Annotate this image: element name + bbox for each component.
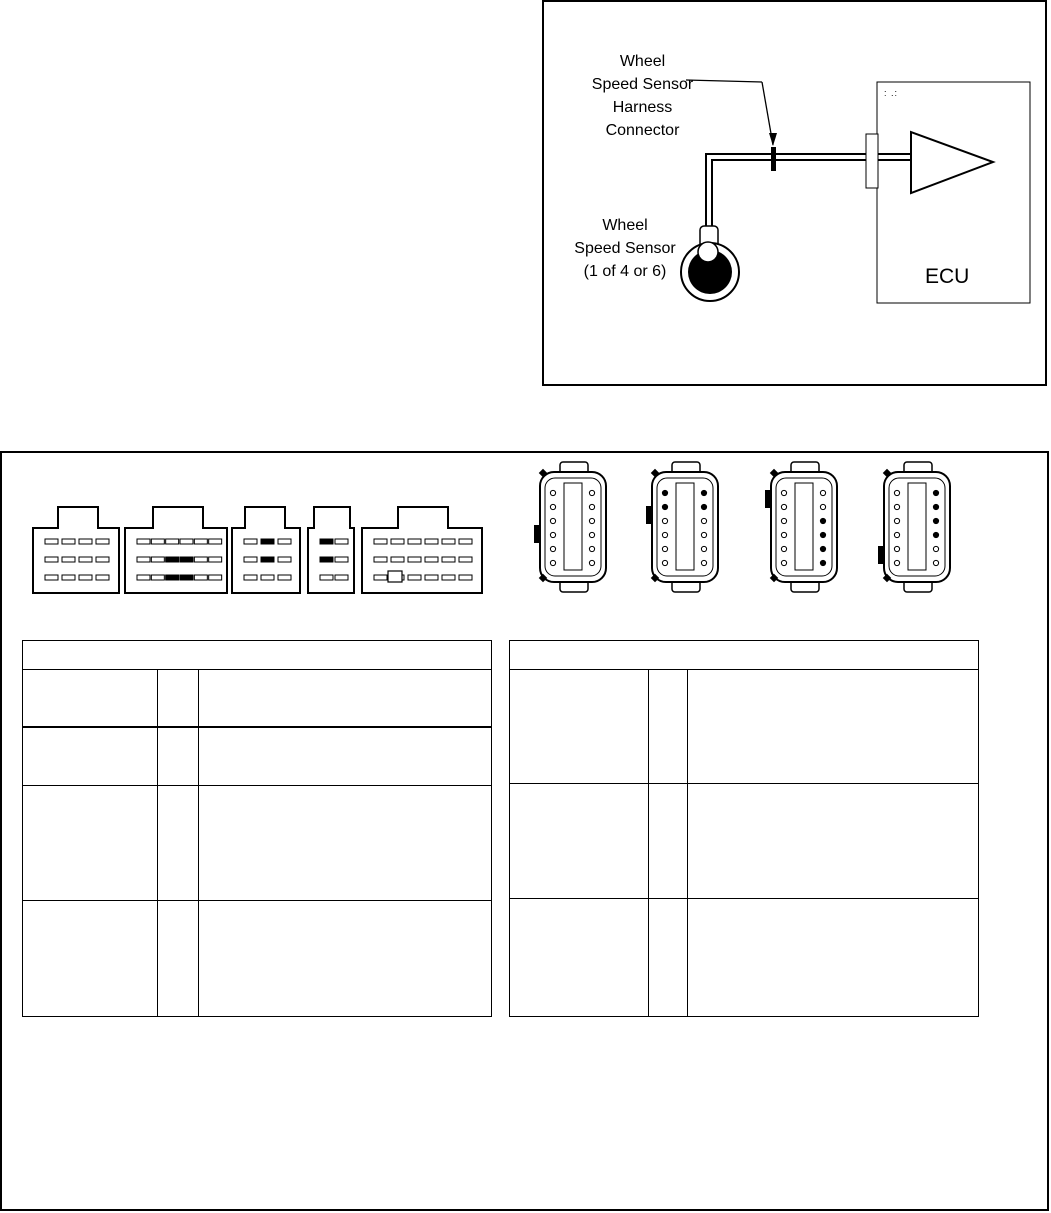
connector-pin [335, 575, 348, 580]
connector-pin [391, 557, 404, 562]
connector-pin [933, 504, 938, 509]
connector-pin [550, 518, 555, 523]
connector-pin [425, 557, 438, 562]
connector-pin [820, 560, 825, 565]
connector-pin [662, 490, 667, 495]
connector-pin [662, 546, 667, 551]
table-cell [158, 786, 199, 900]
connector-pin [933, 560, 938, 565]
connector-pin [781, 546, 786, 551]
connector-pin [62, 539, 75, 544]
connector-pin [244, 557, 257, 562]
table-cell [510, 898, 649, 1016]
right-pin-table [509, 640, 979, 1017]
table-cell [688, 670, 979, 784]
connector-pin [180, 557, 193, 562]
connector-pin [79, 575, 92, 580]
harness-connector-label: Wheel Speed Sensor Harness Connector [591, 53, 694, 139]
connector-pin [45, 575, 58, 580]
connector-pin [701, 560, 706, 565]
connector-pin [96, 557, 109, 562]
connector-pin [589, 518, 594, 523]
connector-pin [425, 539, 438, 544]
table-cell [199, 900, 492, 1016]
table-cell [649, 898, 688, 1016]
connector-pin [320, 539, 333, 544]
connector-pin [781, 518, 786, 523]
connector-pin [701, 532, 706, 537]
connector-pin [442, 539, 455, 544]
frame-connector-2-key [646, 506, 652, 524]
connector-pin [79, 557, 92, 562]
table-title [23, 641, 492, 670]
connector-pin [442, 557, 455, 562]
connector-pin [425, 575, 438, 580]
table-row [23, 900, 492, 1016]
table-cell [510, 670, 649, 784]
connector-pin [151, 575, 164, 580]
connector-pin [820, 504, 825, 509]
table-title [510, 641, 979, 670]
connector-pin [781, 532, 786, 537]
connector-pin [701, 490, 706, 495]
frame-connector-4-center-bar [908, 483, 926, 570]
connector-pin [459, 575, 472, 580]
connector-pin [45, 539, 58, 544]
connector-pin [62, 557, 75, 562]
connector-pin [335, 539, 348, 544]
table-row [510, 670, 979, 784]
table-cell [688, 898, 979, 1016]
table-cell [649, 784, 688, 898]
connector-pin [137, 575, 150, 580]
connector-pin [278, 539, 291, 544]
connector-pin [194, 575, 207, 580]
connector-pin [151, 539, 164, 544]
connector-pin [894, 490, 899, 495]
connector-pin [442, 575, 455, 580]
sensor-label: Wheel Speed Sensor (1 of 4 or 6) [574, 217, 676, 280]
connector-pin [894, 560, 899, 565]
connector-pin [662, 504, 667, 509]
ecu-marker: : .: [884, 88, 899, 98]
table-row [510, 784, 979, 898]
connector-pin [550, 546, 555, 551]
connector-pin [166, 575, 179, 580]
connector-pin [820, 518, 825, 523]
connector-pin [166, 539, 179, 544]
connector-pin [589, 532, 594, 537]
connector-pin [589, 560, 594, 565]
connector-pin [320, 575, 333, 580]
connector-pin [459, 557, 472, 562]
connector-pin [209, 575, 222, 580]
connector-pin [209, 539, 222, 544]
connector-pin [137, 557, 150, 562]
connector-pin [137, 539, 150, 544]
connector-pin [662, 560, 667, 565]
connector-pin [408, 557, 421, 562]
table-cell [199, 786, 492, 900]
connector-pin [374, 557, 387, 562]
connector-pin [589, 504, 594, 509]
table-cell [158, 670, 199, 727]
table-cell [688, 784, 979, 898]
connector-pin [244, 539, 257, 544]
connector-pin [781, 490, 786, 495]
connector-pin [933, 532, 938, 537]
connector-pin [209, 557, 222, 562]
connector-pin [335, 557, 348, 562]
connector-pin [79, 539, 92, 544]
table-row [23, 786, 492, 900]
connector-pin [933, 518, 938, 523]
connector-pin [320, 557, 333, 562]
connector-pin [166, 557, 179, 562]
frame-connector-2-center-bar [676, 483, 694, 570]
table-cell [158, 900, 199, 1016]
connector-pin [278, 557, 291, 562]
connector-pin [261, 557, 274, 562]
frame-connector-1-center-bar [564, 483, 582, 570]
connector-pin [701, 504, 706, 509]
table-cell [23, 786, 158, 900]
connector-pin [96, 575, 109, 580]
table-cell [649, 670, 688, 784]
connector-pin [820, 546, 825, 551]
connector-pin [933, 490, 938, 495]
connector-pin [244, 575, 257, 580]
connector-pin [933, 546, 938, 551]
table-cell [23, 900, 158, 1016]
table-cell [158, 727, 199, 786]
connector-pin [62, 575, 75, 580]
connector-pin [459, 539, 472, 544]
table-cell [23, 670, 158, 727]
connector-pin [550, 490, 555, 495]
connector-pin [151, 557, 164, 562]
connector-pin [662, 532, 667, 537]
connector-pin [550, 532, 555, 537]
connector-pin [391, 539, 404, 544]
connector-pin [820, 532, 825, 537]
table-cell [199, 670, 492, 727]
connector-pin [261, 575, 274, 580]
connector-pin [374, 575, 387, 580]
connector-pin [894, 518, 899, 523]
key-slot [388, 571, 402, 582]
connector-pin [894, 546, 899, 551]
connector-pin [408, 575, 421, 580]
connector-pin [781, 560, 786, 565]
connector-pin [820, 490, 825, 495]
table-cell [199, 727, 492, 786]
connector-pin [894, 532, 899, 537]
connector-pin [662, 518, 667, 523]
connector-pin [374, 539, 387, 544]
connector-pin [194, 557, 207, 562]
connector-pin [261, 539, 274, 544]
ecu-label: ECU [925, 265, 970, 288]
connector-pin [550, 560, 555, 565]
connector-pin [408, 539, 421, 544]
table-row [23, 727, 492, 786]
frame-connector-1-key [534, 525, 540, 543]
connector-pin [894, 504, 899, 509]
connector-pin [194, 539, 207, 544]
connector-pin [589, 546, 594, 551]
frame-connector-4-key [878, 546, 884, 564]
connector-pin [180, 575, 193, 580]
connector-pin [550, 504, 555, 509]
frame-connector-3-center-bar [795, 483, 813, 570]
connector-pin [278, 575, 291, 580]
frame-connector-3-key [765, 490, 771, 508]
connector-pin [701, 546, 706, 551]
table-row [510, 898, 979, 1016]
connector-pin [45, 557, 58, 562]
connector-pin [701, 518, 706, 523]
connector-pin [781, 504, 786, 509]
connector-pin [589, 490, 594, 495]
table-cell [510, 784, 649, 898]
connector-pin [180, 539, 193, 544]
connector-pin [96, 539, 109, 544]
left-pin-table [22, 640, 492, 1017]
table-cell [23, 727, 158, 786]
